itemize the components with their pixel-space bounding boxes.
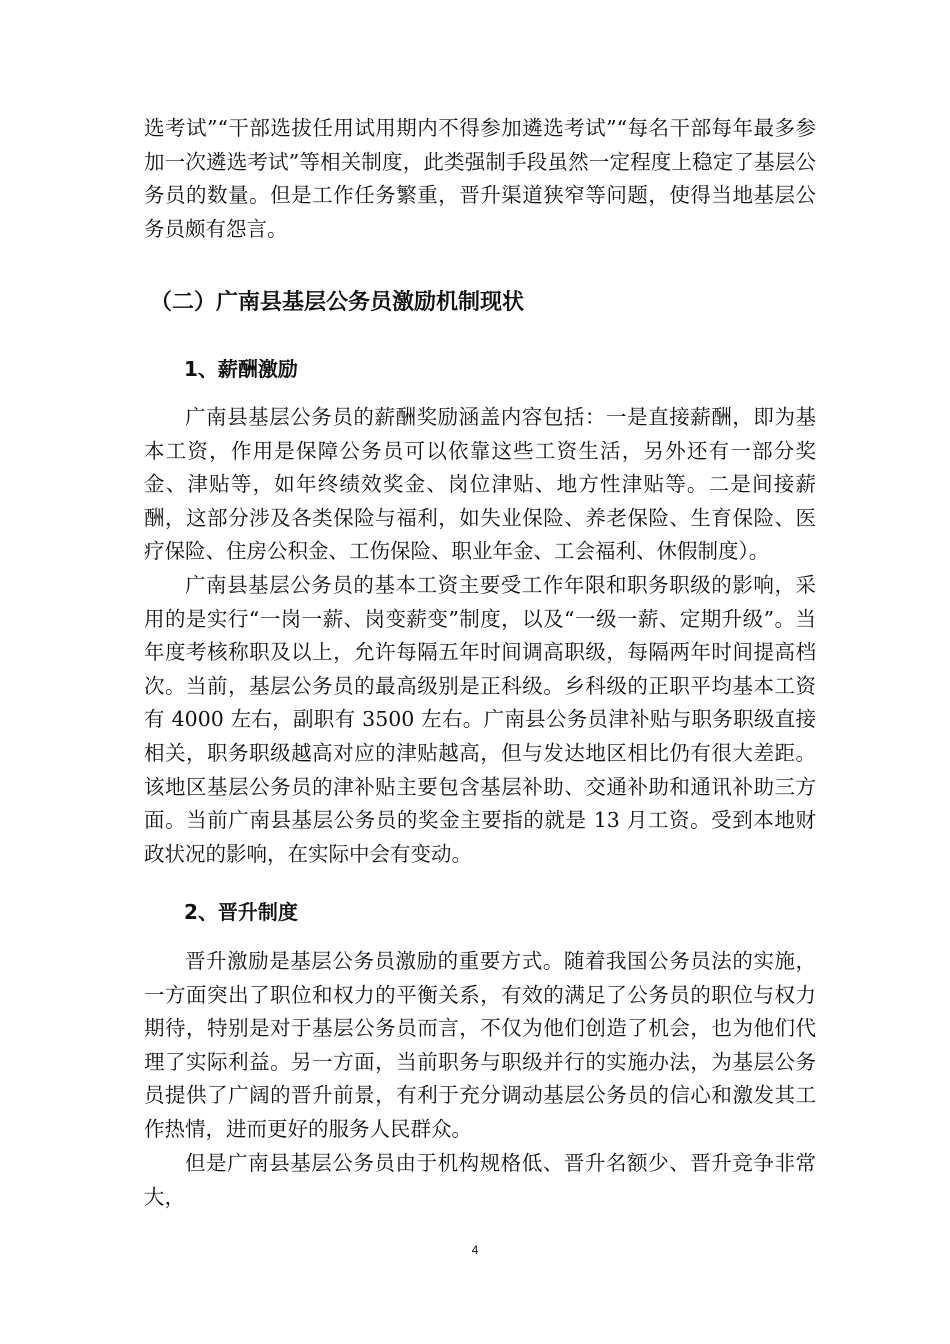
paragraph-base-salary: 广南县基层公务员的基本工资主要受工作年限和职务职级的影响，采用的是实行“一岗一薪、岗变薪变”制度，以及“一级一薪、定期升级”。当年度考核称职及以上，允许每隔五年时间调高职级，每隔两年时间提高档次。当前，基层公务员的最高级别是正科级。乡科级的正职平均基本工资有 4000 左右，副职有 3500 左右。广南县公务员津补贴与职务职级直接相关，职务职级越高对应的津贴越高，但与发达地区相比仍有很大差距。该地区基层公务员的津补贴主要包含基层补助、交通补助和通讯补助三方面。当前广南县基层公务员的奖金主要指的就是 13 月工资。受到本地财政状况的影响，在实际中会有变动。 bbox=[144, 573, 816, 866]
paragraph-promotion-limits: 但是广南县基层公务员由于机构规格低、晋升名额少、晋升竞争非常大， bbox=[144, 1151, 816, 1209]
section-heading: （二）广南县基层公务员激励机制现状 bbox=[150, 290, 525, 315]
paragraph-selection-exam-rules: 选考试”“干部选拔任用试用期内不得参加遴选考试”“每名干部每年最多参加一次遴选考试”等相关制度，此类强制手段虽然一定程度上稳定了基层公务员的数量。但是工作任务繁重，晋升渠道狭窄等问题，使得当地基层公务员颇有怨言。 bbox=[144, 116, 816, 241]
subheading-salary-incentive: 1、薪酬激励 bbox=[184, 357, 298, 381]
paragraph-salary-composition: 广南县基层公务员的薪酬奖励涵盖内容包括：一是直接薪酬，即为基本工资，作用是保障公务员可以依靠这些工资生活，另外还有一部分奖金、津贴等，如年终绩效奖金、岗位津贴、地方性津贴等。二是间接薪酬，这部分涉及各类保险与福利，如失业保险、养老保险、生育保险、医疗保险、住房公积金、工伤保险、职业年金、工会福利、休假制度）。 bbox=[144, 405, 816, 564]
page-number: 4 bbox=[471, 1243, 479, 1257]
subheading-promotion-system: 2、晋升制度 bbox=[184, 900, 298, 924]
paragraph-promotion-incentive: 晋升激励是基层公务员激励的重要方式。随着我国公务员法的实施，一方面突出了职位和权力的平衡关系，有效的满足了公务员的职位与权力期待，特别是对于基层公务员而言，不仅为他们创造了机会，也为他们代理了实际利益。另一方面，当前职务与职级并行的实施办法，为基层公务员提供了广阔的晋升前景，有利于充分调动基层公务员的信心和激发其工作热情，进而更好的服务人民群众。 bbox=[144, 949, 816, 1141]
